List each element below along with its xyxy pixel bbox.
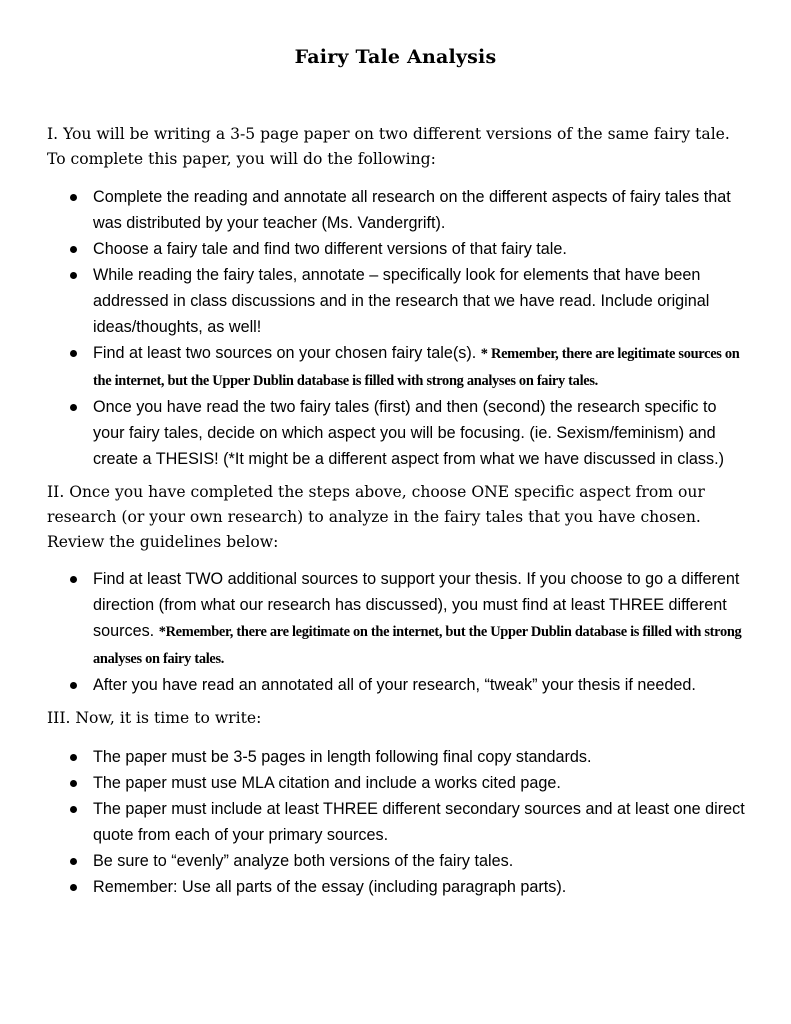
- list-item: [0, 394, 791, 472]
- bullet-icon: [70, 404, 77, 411]
- list-item-text: The paper must use MLA citation and include a works cited page.: [93, 774, 561, 792]
- list-item-text: Find at least TWO additional sources to support your thesis. If you choose to go a different direction (from what our research has discussed), you must find at least THREE different sources.: [93, 570, 740, 640]
- list-item-text: The paper must include at least THREE different secondary sources and at least one direct quote from each of your primary sources.: [93, 800, 745, 844]
- list-item: [0, 874, 791, 900]
- list-item: [0, 744, 791, 770]
- bullet-icon: [70, 682, 77, 689]
- bullet-icon: [70, 754, 77, 761]
- list-item-text: Find at least two sources on your chosen fairy tale(s).: [93, 344, 481, 362]
- list-item-text: Remember: Use all parts of the essay (including paragraph parts).: [93, 878, 567, 896]
- list-item: [0, 770, 791, 796]
- list-item: [0, 340, 791, 394]
- bullet-icon: [70, 246, 77, 253]
- list-item-text: Be sure to “evenly” analyze both versions of the fairy tales.: [93, 852, 514, 870]
- list-item-note: *Remember, there are legitimate on the internet, but the Upper Dublin database is filled with strong analyses on fairy tales.: [93, 624, 742, 667]
- bullet-icon: [70, 194, 77, 201]
- document-title: Fairy Tale Analysis: [294, 46, 497, 68]
- list-item: [0, 262, 791, 340]
- list-item-text: The paper must be 3-5 pages in length following final copy standards.: [93, 748, 592, 766]
- list-item: [0, 236, 791, 262]
- section-2-list: [0, 566, 791, 698]
- list-item-text: Complete the reading and annotate all research on the different aspects of fairy tales that was distributed by your teacher (Ms. Vandergrift).: [93, 188, 731, 232]
- list-item-text: While reading the fairy tales, annotate – specifically look for elements that have been addressed in class discussions and in the research that we have read. Include original ideas/thoughts, as well!: [93, 266, 710, 336]
- bullet-icon: [70, 780, 77, 787]
- section-3-heading: III. Now, it is time to write:: [47, 709, 262, 727]
- bullet-icon: [70, 350, 77, 357]
- section-3-list: [0, 744, 791, 900]
- list-item: [0, 796, 791, 848]
- bullet-icon: [70, 884, 77, 891]
- list-item-text: After you have read an annotated all of your research, “tweak” your thesis if needed.: [93, 676, 696, 694]
- list-item-note: * Remember, there are legitimate sources on the internet, but the Upper Dublin database is filled with strong analyses on fairy tales.: [93, 346, 740, 389]
- list-item: [0, 848, 791, 874]
- bullet-icon: [70, 858, 77, 865]
- list-item-text: Choose a fairy tale and find two different versions of that fairy tale.: [93, 240, 567, 258]
- list-item: [0, 672, 791, 698]
- list-item: [0, 184, 791, 236]
- list-item: [0, 566, 791, 672]
- bullet-icon: [70, 272, 77, 279]
- section-1-list: [0, 184, 791, 472]
- section-2-heading: II. Once you have completed the steps above, choose ONE specific aspect from our research (or your own research) to analyze in the fairy tales that you have chosen. Review the guidelines below:: [47, 483, 705, 551]
- section-1-heading: I. You will be writing a 3-5 page paper on two different versions of the same fairy tale. To complete this paper, you will do the following:: [47, 125, 730, 168]
- list-item-text: Once you have read the two fairy tales (first) and then (second) the research specific to your fairy tales, decide on which aspect you will be focusing. (ie. Sexism/feminism) and create a THESIS! (*It might be a different aspect from what we have discussed in class.): [93, 398, 725, 468]
- bullet-icon: [70, 806, 77, 813]
- bullet-icon: [70, 576, 77, 583]
